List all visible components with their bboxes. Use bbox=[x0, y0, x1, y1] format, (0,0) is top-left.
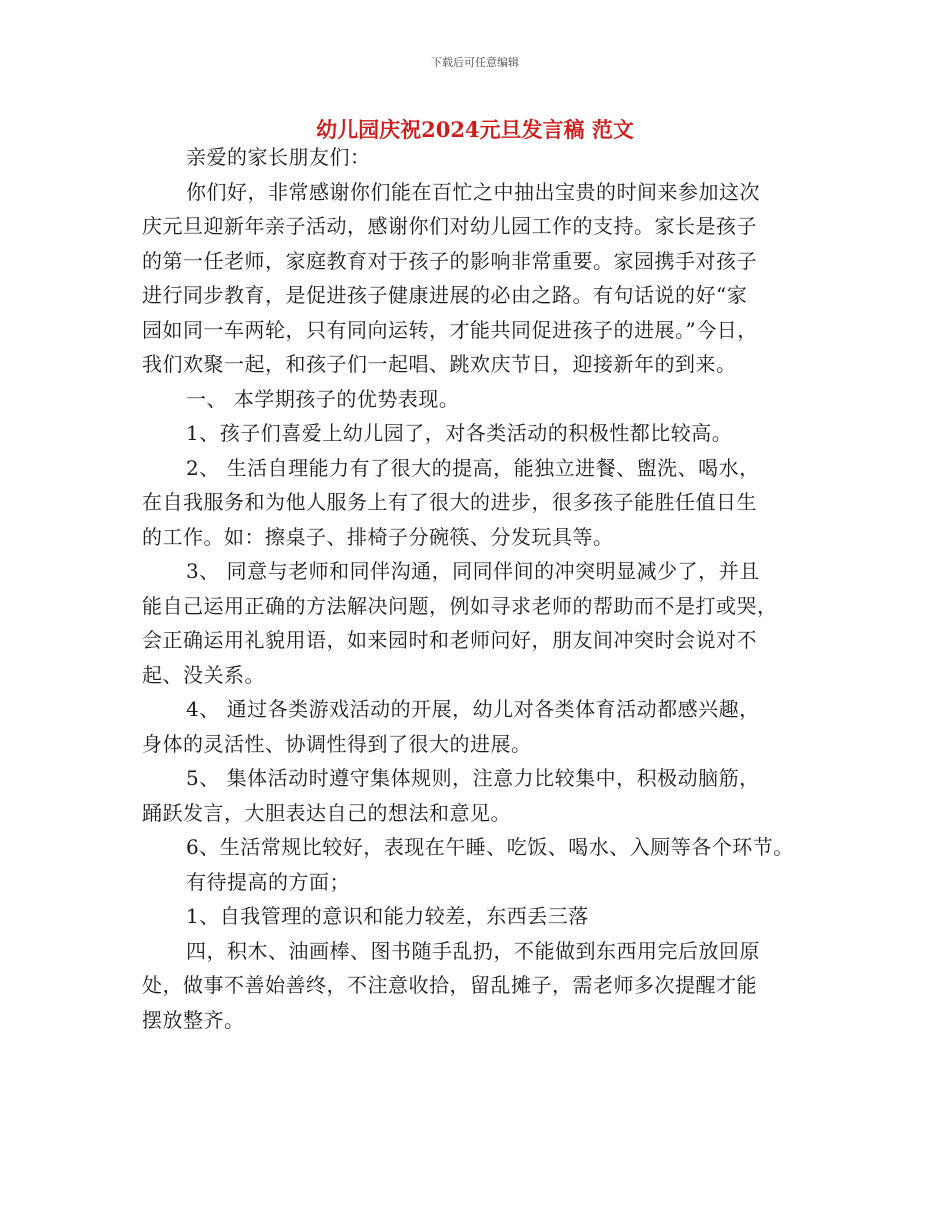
body-line: 1、自我管理的意识和能力较差，东西丢三落 bbox=[186, 904, 589, 928]
document-title: 幼儿园庆祝2024元旦发言稿 范文 bbox=[316, 117, 634, 142]
body-line: 4、 通过各类游戏活动的开展，幼儿对各类体育活动都感兴趣， bbox=[186, 697, 760, 721]
page-header-note: 下载后可任意编辑 bbox=[431, 56, 519, 69]
body-line: 起、没关系。 bbox=[142, 662, 265, 687]
body-line: 处，做事不善始善终，不注意收拾，留乱摊子，需老师多次提醒才能 bbox=[142, 973, 757, 997]
body-line: 在自我服务和为他人服务上有了很大的进步，很多孩子能胜任值日生 bbox=[142, 490, 757, 514]
body-line: 摆放整齐。 bbox=[142, 1007, 245, 1032]
body-line: 你们好，非常感谢你们能在百忙之中抽出宝贵的时间来参加这次 bbox=[186, 179, 760, 204]
body-line: 我们欢聚一起，和孩子们一起唱、跳欢庆节日，迎接新年的到来。 bbox=[142, 352, 737, 376]
body-line: 能自己运用正确的方法解决问题，例如寻求老师的帮助而不是打或哭， bbox=[142, 593, 778, 618]
body-line: 2、 生活自理能力有了很大的提高，能独立进餐、盥洗、喝水， bbox=[186, 455, 760, 480]
body-line: 园如同一车两轮，只有同向运转，才能共同促进孩子的进展。”今日， bbox=[142, 317, 758, 342]
body-line: 踊跃发言，大胆表达自己的想法和意见。 bbox=[142, 800, 511, 825]
body-line: 一、 本学期孩子的优势表现。 bbox=[186, 386, 460, 411]
document-body bbox=[142, 140, 832, 1037]
body-line: 庆元旦迎新年亲子活动，感谢你们对幼儿园工作的支持。家长是孩子 bbox=[142, 214, 757, 238]
body-line: 有待提高的方面； bbox=[186, 869, 350, 894]
body-line: 的工作。如：擦桌子、排椅子分碗筷、分发玩具等。 bbox=[142, 524, 614, 549]
body-line: 会正确运用礼貌用语，如来园时和老师问好，朋友间冲突时会说对不 bbox=[142, 628, 757, 652]
body-line: 6、生活常规比较好，表现在午睡、吃饭、喝水、入厕等各个环节。 bbox=[186, 835, 794, 859]
body-line: 亲爱的家长朋友们： bbox=[186, 145, 371, 169]
body-line: 身体的灵活性、协调性得到了很大的进展。 bbox=[142, 731, 532, 756]
body-line: 四，积木、油画棒、图书随手乱扔，不能做到东西用完后放回原 bbox=[186, 938, 760, 963]
body-line: 3、 同意与老师和同伴沟通，同同伴间的冲突明显减少了，并且 bbox=[186, 559, 760, 583]
body-line: 进行同步教育，是促进孩子健康进展的必由之路。有句话说的好“家 bbox=[142, 283, 748, 307]
body-line: 5、 集体活动时遵守集体规则，注意力比较集中，积极动脑筋， bbox=[186, 766, 760, 790]
body-line: 1、孩子们喜爱上幼儿园了，对各类活动的积极性都比较高。 bbox=[186, 421, 733, 445]
body-line: 的第一任老师，家庭教育对于孩子的影响非常重要。家园携手对孩子 bbox=[142, 248, 757, 273]
